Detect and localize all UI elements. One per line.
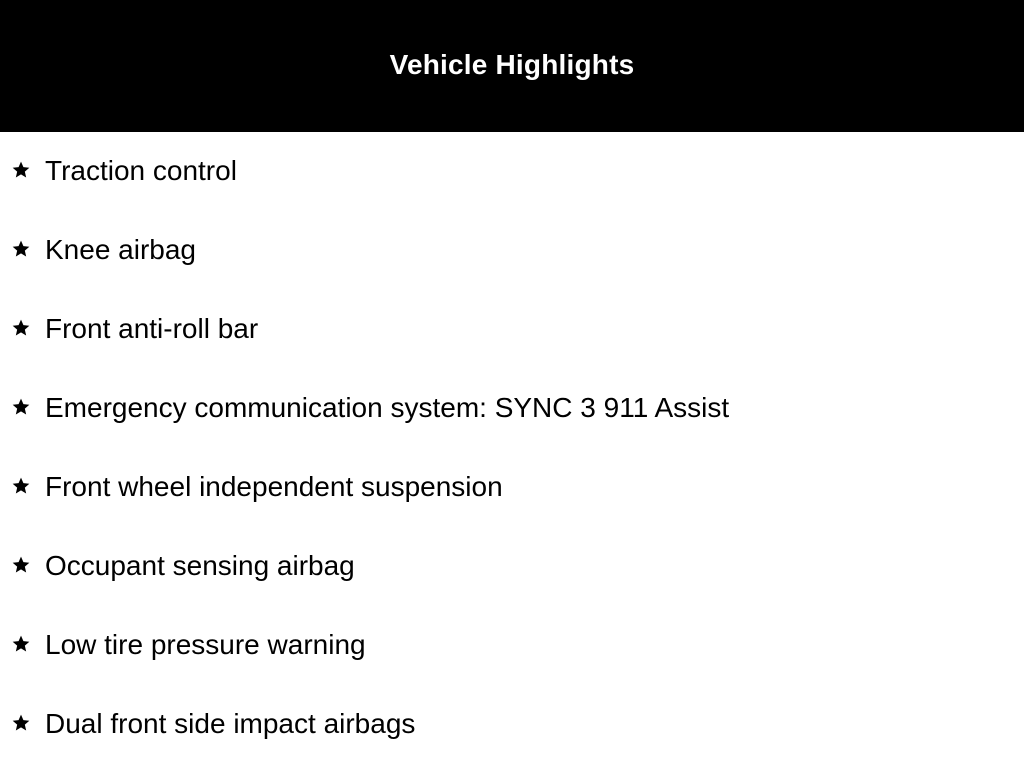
star-icon	[11, 555, 31, 575]
star-icon	[11, 634, 31, 654]
highlight-label: Low tire pressure warning	[45, 629, 366, 660]
highlight-label: Dual front side impact airbags	[45, 708, 416, 739]
highlight-label: Occupant sensing airbag	[45, 550, 355, 581]
list-item	[0, 448, 1024, 527]
highlight-label: Emergency communication system: SYNC 3 911 Assist	[45, 392, 730, 423]
highlight-label: Front wheel independent suspension	[45, 471, 503, 502]
list-item	[0, 606, 1024, 685]
header-bar	[0, 0, 1024, 132]
list-item	[0, 132, 1024, 211]
list-item	[0, 369, 1024, 448]
star-icon	[11, 476, 31, 496]
star-icon	[11, 397, 31, 417]
highlight-label: Front anti-roll bar	[45, 313, 259, 344]
list-item	[0, 290, 1024, 369]
star-icon	[11, 160, 31, 180]
highlights-list	[0, 132, 1024, 764]
list-item	[0, 685, 1024, 764]
highlight-label: Traction control	[45, 155, 237, 186]
list-item	[0, 211, 1024, 290]
page-title: Vehicle Highlights	[389, 49, 635, 80]
highlight-label: Knee airbag	[45, 234, 197, 265]
star-icon	[11, 239, 31, 259]
star-icon	[11, 713, 31, 733]
list-item	[0, 527, 1024, 606]
star-icon	[11, 318, 31, 338]
